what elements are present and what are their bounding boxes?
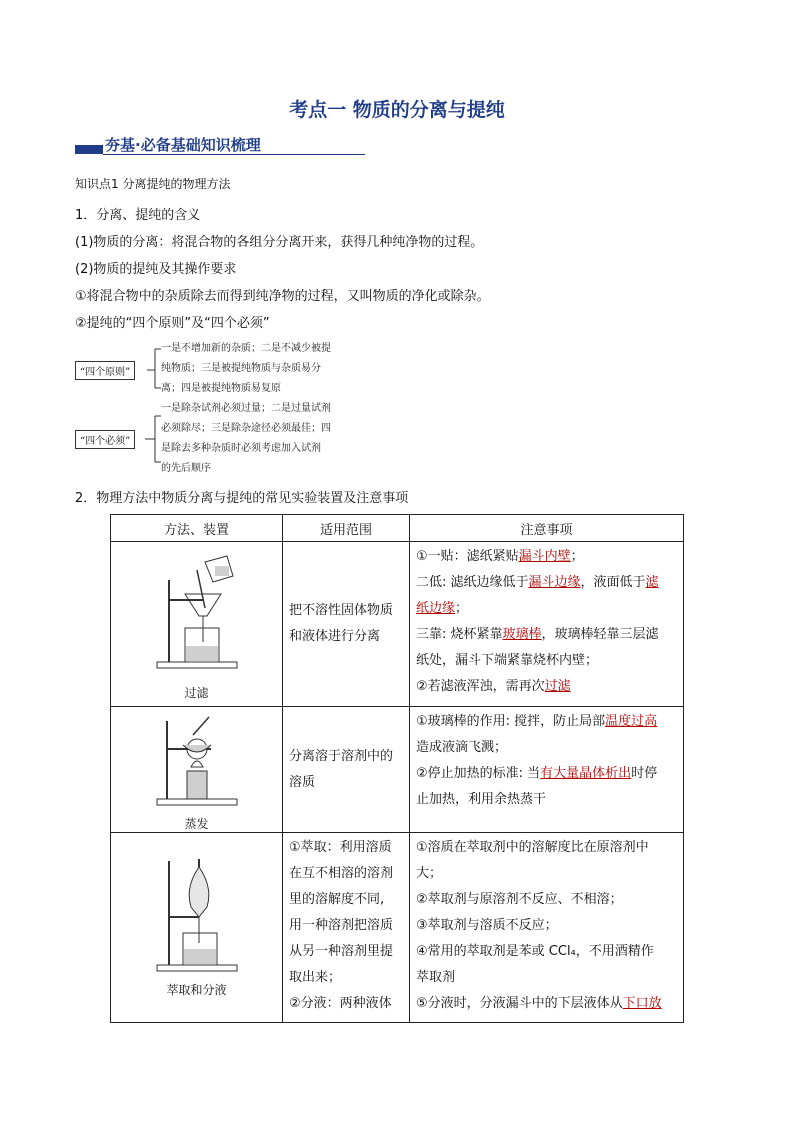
header-method: 方法、装置 (111, 515, 283, 542)
methods-table (110, 514, 684, 1023)
filtration-notes-cell (410, 542, 684, 707)
banner-text: 夯基·必备基础知识梳理 (105, 136, 261, 154)
note-line: ①玻璃棒的作用: 搅拌，防止局部温度过高 (416, 714, 658, 729)
evaporation-range-line-1: 分离溶于溶剂中的 (289, 748, 394, 764)
table-row (111, 707, 684, 833)
note-line: ①溶质在萃取剂中的溶解度比在原溶剂中 (416, 840, 649, 855)
must-line-2: 必须除尽；三是除杂途径必须最佳；四 (161, 423, 331, 434)
filtration-range-line-1: 把不溶性固体物质 (289, 603, 394, 618)
principles-diagram (75, 340, 375, 480)
note-line: ③萃取剂与溶质不反应； (416, 918, 558, 933)
banner-underline (103, 154, 365, 155)
note-line: ①一贴：滤纸紧贴漏斗内壁； (416, 549, 584, 564)
filtration-label: 过滤 (184, 686, 209, 700)
note-line: ②停止加热的标准: 当有大量晶体析出时停 (416, 766, 658, 781)
evaporation-range-cell (283, 707, 410, 833)
principle-line-3: 离；四是被提纯物质易复原 (161, 383, 281, 394)
principle-line-1: 一是不增加新的杂质；二是不减少被提 (161, 343, 331, 354)
range-line: 在互不相溶的溶剂 (289, 866, 394, 881)
evaporation-label: 蒸发 (184, 817, 209, 831)
evaporation-notes-cell (410, 707, 684, 833)
must-line-4: 的先后顺序 (161, 463, 211, 474)
four-musts-box: “四个必须” (75, 430, 135, 449)
principle-line-2: 纯物质；三是被提纯物质与杂质易分 (161, 363, 321, 374)
evaporation-apparatus-icon (137, 711, 257, 811)
note-line: 纸处，漏斗下端紧靠烧杯内壁； (416, 653, 599, 668)
filtration-range-cell (283, 542, 410, 707)
note-line: ②若滤液浑浊，需再次过滤 (416, 679, 571, 694)
note-line: ④常用的萃取剂是苯或 CCl₄，不用酒精作 (416, 944, 654, 959)
section-banner (75, 134, 365, 158)
filtration-apparatus-cell (111, 542, 283, 707)
section-1-heading: 1．分离、提纯的含义 (75, 208, 201, 223)
table-row (111, 833, 684, 1023)
knowledge-point-heading: 知识点1 分离提纯的物理方法 (75, 177, 231, 191)
header-range: 适用范围 (283, 515, 410, 542)
purification-definition: ①将混合物中的杂质除去而得到纯净物的过程，又叫物质的净化或除杂。 (75, 289, 490, 304)
extraction-apparatus-cell (111, 833, 283, 1023)
table-row (111, 542, 684, 707)
range-line: ①萃取：利用溶质 (289, 840, 392, 855)
note-line: 三靠: 烧杯紧靠玻璃棒，玻璃棒轻靠三层滤 (416, 627, 659, 642)
note-line: 造成液滴飞溅； (416, 740, 508, 755)
extraction-notes-cell (410, 833, 684, 1023)
extraction-range-cell (283, 833, 410, 1023)
filtration-apparatus-icon (137, 550, 257, 680)
range-line: 取出来； (289, 970, 342, 985)
note-line: 萃取剂 (416, 970, 456, 985)
note-line: ⑤分液时，分液漏斗中的下层液体从下口放 (416, 996, 662, 1011)
range-line: 用一种溶剂把溶质 (289, 918, 394, 933)
purification-heading: (2)物质的提纯及其操作要求 (75, 262, 237, 277)
extraction-apparatus-icon (137, 847, 257, 977)
range-line: 里的溶解度不同, (289, 892, 385, 907)
note-line: 止加热，利用余热蒸干 (416, 792, 547, 807)
note-line: 二低: 滤纸边缘低于漏斗边缘，液面低于滤 (416, 575, 659, 590)
diagram-brackets (75, 340, 165, 480)
note-line: ②萃取剂与原溶剂不反应、不相溶； (416, 892, 623, 907)
must-line-3: 是除去多种杂质时必须考虑加入试剂 (161, 443, 321, 454)
page-title: 考点一 物质的分离与提纯 (289, 99, 505, 121)
separation-definition: (1)物质的分离：将混合物的各组分分离开来，获得几种纯净物的过程。 (75, 235, 484, 250)
note-line: 大； (416, 866, 443, 881)
section-2-heading: 2．物理方法中物质分离与提纯的常见实验装置及注意事项 (75, 491, 409, 506)
filtration-range-line-2: 和液体进行分离 (289, 629, 381, 644)
extraction-label: 萃取和分液 (166, 983, 227, 997)
note-line: 纸边缘； (416, 601, 469, 616)
range-line: 从另一种溶剂里提 (289, 944, 394, 959)
evaporation-range-line-2: 溶质 (289, 774, 316, 790)
header-notes: 注意事项 (410, 515, 684, 542)
table-header-row (111, 515, 684, 542)
principles-heading: ②提纯的“四个原则”及“四个必须” (75, 316, 270, 331)
evaporation-apparatus-cell (111, 707, 283, 833)
must-line-1: 一是除杂试剂必须过量；二是过量试剂 (161, 403, 331, 414)
range-line: ②分液：两种液体 (289, 996, 392, 1011)
four-principles-box: “四个原则” (75, 361, 135, 380)
banner-bar (75, 145, 103, 154)
